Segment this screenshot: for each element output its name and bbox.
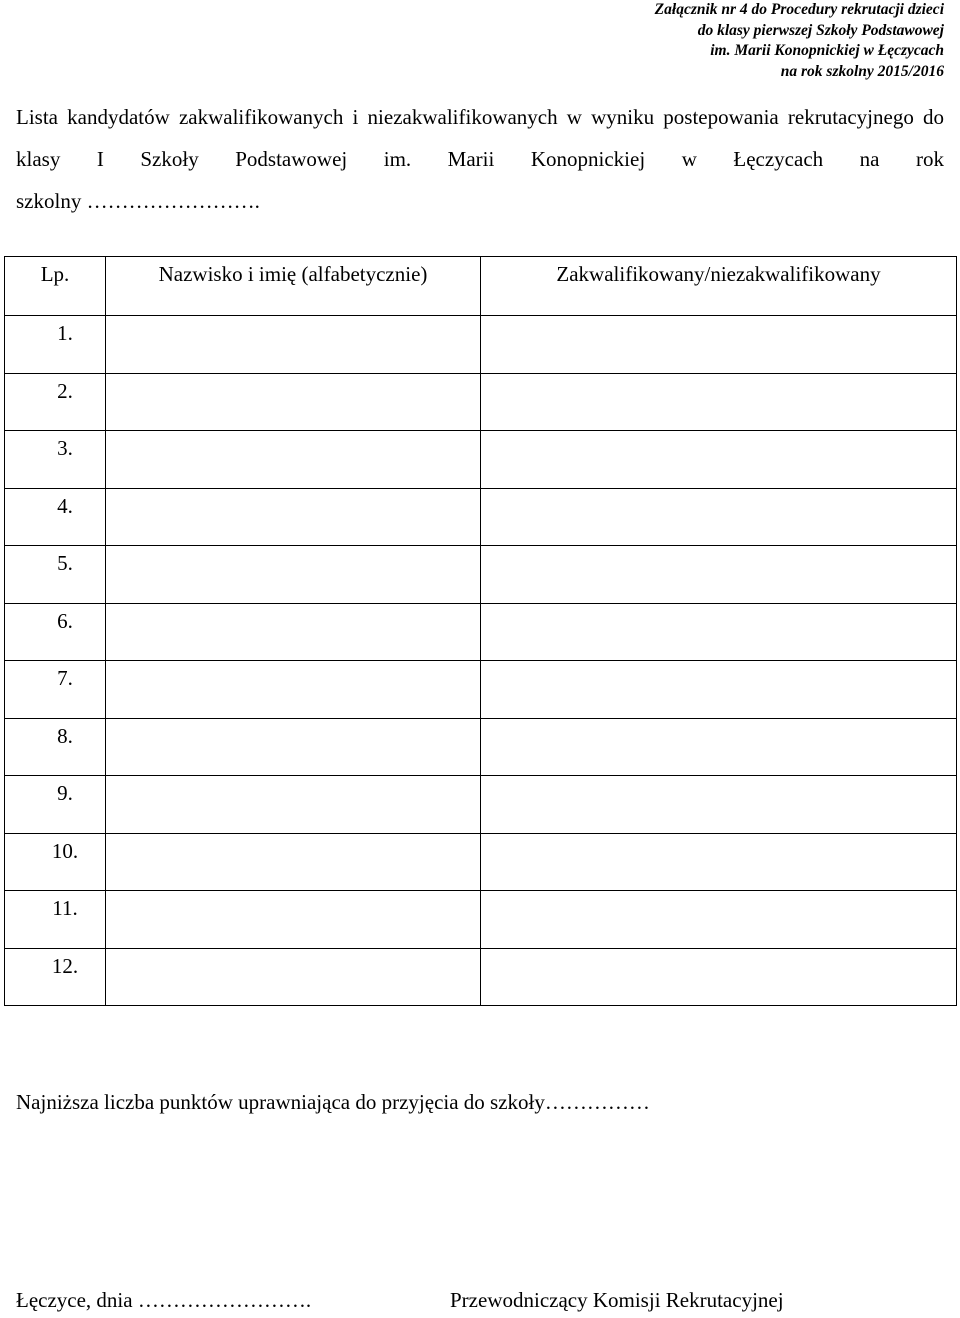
header-name: Nazwisko i imię (alfabetycznie) [106, 257, 481, 316]
lowest-points-line: Najniższa liczba punktów uprawniająca do przyjęcia do szkoły…………… [16, 1090, 650, 1114]
row-lp [5, 316, 106, 374]
row-lp [5, 431, 106, 489]
row-lp-text: 7. [57, 666, 73, 690]
table-row [5, 546, 957, 604]
row-status [481, 776, 957, 834]
row-status [481, 431, 957, 489]
row-name [106, 718, 481, 776]
header-lp: Lp. [5, 257, 106, 316]
table-row [5, 373, 957, 431]
row-lp-text: 2. [57, 378, 73, 403]
table-row [5, 718, 957, 776]
row-lp-text: 3. [57, 436, 73, 460]
candidates-table [4, 256, 957, 1006]
attachment-note-line: na rok szkolny 2015/2016 [780, 62, 944, 80]
row-lp [5, 891, 106, 949]
table-row [5, 316, 957, 374]
row-status [481, 948, 957, 1006]
row-lp [5, 948, 106, 1006]
row-name [106, 488, 481, 546]
row-name [106, 431, 481, 489]
row-lp-text: 12. [51, 953, 79, 978]
attachment-note-line: Załącznik nr 4 do Procedury rekrutacji dzieci [654, 1, 944, 18]
row-lp-text: 1. [57, 321, 73, 345]
place-date: Łęczyce, dnia ……………………. [16, 1288, 312, 1312]
row-name [106, 603, 481, 661]
row-status [481, 891, 957, 949]
row-status [481, 661, 957, 719]
row-lp-text: 10. [51, 838, 79, 863]
table-row [5, 488, 957, 546]
commission-signature-label: Przewodniczący Komisji Rekrutacyjnej [450, 1288, 784, 1312]
table-header-row [5, 257, 957, 316]
row-name [106, 891, 481, 949]
row-lp-text: 6. [57, 608, 73, 633]
row-name [106, 373, 481, 431]
row-lp-text: 5. [57, 551, 73, 575]
row-lp [5, 546, 106, 604]
row-lp [5, 373, 106, 431]
table-row [5, 833, 957, 891]
row-lp [5, 661, 106, 719]
row-lp [5, 488, 106, 546]
row-status [481, 833, 957, 891]
attachment-note-line: im. Marii Konopnickiej w Łęczycach [710, 42, 944, 59]
intro-school-year-line: szkolny ……………………. [16, 189, 260, 213]
row-name [106, 948, 481, 1006]
row-lp [5, 718, 106, 776]
row-lp [5, 603, 106, 661]
row-lp-text: 4. [57, 493, 73, 518]
table-body [5, 316, 957, 1006]
row-name [106, 546, 481, 604]
row-name [106, 833, 481, 891]
intro-paragraph: Lista kandydatów zakwalifikowanych i niezakwalifikowanych w wyniku postepowania rekrutacyjnego do klasy I Szkoły Podstawowej im. Marii Konopnickiej w Łęczycach na rok [16, 105, 944, 171]
row-status [481, 546, 957, 604]
row-lp-text: 8. [57, 723, 73, 748]
attachment-note-line: do klasy pierwszej Szkoły Podstawowej [697, 21, 944, 39]
header-status: Zakwalifikowany/niezakwalifikowany [481, 257, 957, 316]
table-row [5, 603, 957, 661]
row-status [481, 373, 957, 431]
row-name [106, 316, 481, 374]
row-lp [5, 833, 106, 891]
table-row [5, 661, 957, 719]
table-row [5, 431, 957, 489]
row-status [481, 488, 957, 546]
row-status [481, 603, 957, 661]
row-status [481, 718, 957, 776]
row-lp [5, 776, 106, 834]
row-name [106, 661, 481, 719]
table-row [5, 948, 957, 1006]
table-row [5, 776, 957, 834]
table-row [5, 891, 957, 949]
row-lp-text: 9. [57, 781, 73, 805]
row-lp-text: 11. [52, 896, 78, 920]
row-name [106, 776, 481, 834]
row-status [481, 316, 957, 374]
attachment-note [444, 0, 944, 82]
